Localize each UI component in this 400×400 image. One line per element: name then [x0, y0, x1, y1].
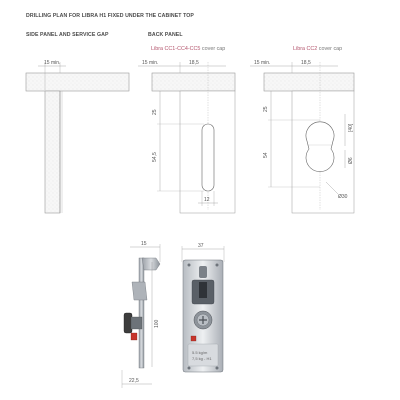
double-hole [306, 122, 334, 172]
cabinet-top [26, 73, 129, 91]
cc1-drawing [138, 60, 235, 213]
red-lock-tab [191, 336, 196, 341]
page-title: DRILLING PLAN FOR LIBRA H1 FIXED UNDER THE CABINET TOP [26, 13, 194, 19]
back-panel-heading: BACK PANEL [148, 32, 183, 38]
dim-18-5-right: 18,5 [301, 60, 311, 66]
dim-40-right: [40] [348, 123, 354, 132]
top-hook [142, 258, 160, 270]
dim-15-min-left: 15 min. [44, 60, 61, 66]
dim-12-mid: 12 [204, 197, 210, 203]
side-panel-drawing [26, 60, 129, 213]
adjuster-body [131, 317, 142, 329]
side-bracket [132, 282, 147, 300]
dim-d6-right: Ø6 [348, 157, 354, 164]
hanger-side-view [122, 241, 160, 388]
dim-37-bottom: 37 [198, 243, 204, 249]
cabinet-top [264, 73, 354, 91]
dim-25-mid: 25 [152, 109, 158, 115]
dim-15-min-right: 15 min. [254, 60, 271, 66]
dim-d30-right: Ø30 [338, 194, 348, 200]
dim-15-min-mid: 15 min. [142, 60, 159, 66]
cc2-caption-name: Libra CC2 [293, 46, 318, 52]
side-panel-heading: SIDE PANEL AND SERVICE GAP [26, 32, 109, 38]
dim-15-bottom: 15 [141, 241, 147, 247]
mount-hole [216, 264, 219, 267]
cabinet-top [152, 73, 235, 91]
mount-hole [188, 367, 191, 370]
hook-arm [199, 282, 207, 298]
dim-25-right: 25 [263, 106, 269, 112]
load-label-line2: 7,5 kg - H1 [192, 356, 212, 361]
hanger-front-view [182, 243, 224, 372]
cc1-caption-name: Libra CC1-CC4-CC5 [151, 46, 201, 52]
slot-hole [202, 124, 214, 191]
side-panel [45, 91, 60, 213]
cc2-drawing [250, 60, 354, 213]
cc1-caption-rest: cover cap [200, 46, 226, 52]
dim-22-5-bottom: 22,5 [129, 378, 139, 384]
dim-100-bottom: 100 [154, 319, 160, 328]
side-plate [139, 258, 144, 368]
load-label-line1: 5.5 kg/m [192, 350, 208, 355]
dim-54-right: 54 [263, 152, 269, 158]
dim-18-5-mid: 18,5 [189, 60, 199, 66]
adjuster-screw [124, 313, 132, 333]
mount-hole [216, 367, 219, 370]
mount-hole [188, 264, 191, 267]
top-slot [199, 266, 207, 278]
cc2-caption-rest: cover cap [317, 46, 343, 52]
body-lower-panel [188, 344, 218, 366]
dim-54-5-mid: 54,5 [152, 152, 158, 162]
red-lock-tab [131, 333, 137, 340]
